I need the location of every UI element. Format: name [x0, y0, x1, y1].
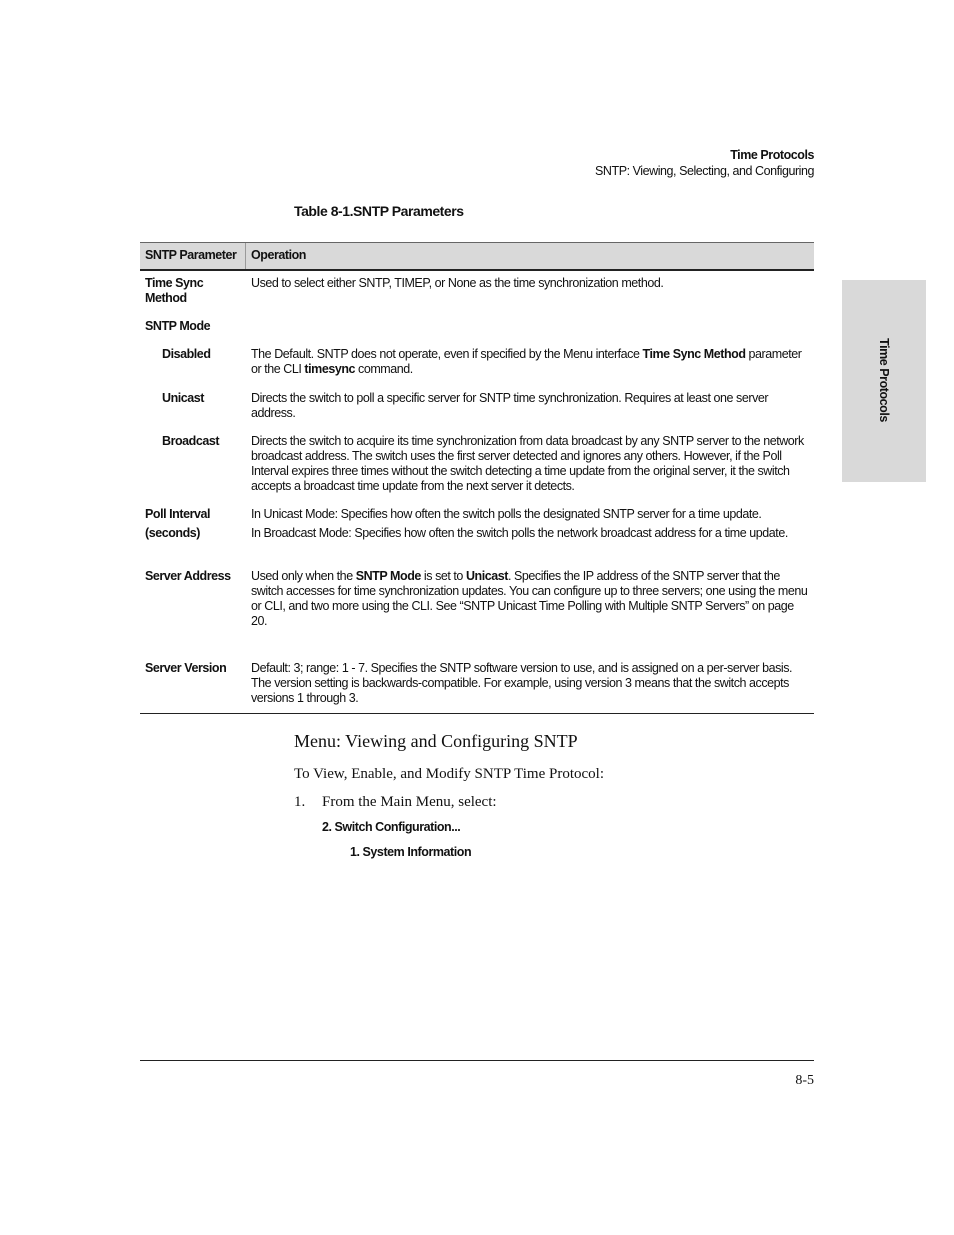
op-unicast: Directs the switch to poll a specific server for SNTP time synchronization. Requires at least one server address. [251, 391, 769, 420]
header-divider [245, 243, 246, 269]
page-number: 8-5 [795, 1073, 814, 1088]
param-server-address: Server Address [145, 569, 231, 583]
op-poll-interval [251, 507, 811, 545]
op-time-sync-method: Used to select either SNTP, TIMEP, or None as the time synchronization method. [251, 276, 664, 290]
param-disabled: Disabled [162, 347, 211, 361]
param-time-sync-method: Time Sync Method [145, 276, 204, 305]
sntp-parameters-table [140, 242, 814, 705]
op-poll-interval-unicast: In Unicast Mode: Specifies how often the switch polls the designated SNTP server for a time update. [251, 507, 762, 521]
footer-rule [140, 1060, 814, 1061]
op-broadcast: Directs the switch to acquire its time synchronization from data broadcast by any SNTP server to the network broadcast address. The switch uses the first server detected and ignores any others. However, if the Poll Interval expires three times without the switch detecting a time update from the original server, it the switch accepts a broadcast time update from the next server it detects. [251, 434, 804, 493]
menu-item-system-information: 1. System Information [350, 845, 472, 859]
side-tab-label: Time Protocols [877, 338, 891, 422]
param-unicast: Unicast [162, 391, 205, 405]
param-poll-interval [145, 507, 245, 541]
op-text: The Default. SNTP does not operate, even if specified by the Menu interface [251, 347, 643, 361]
param-poll-interval-line1: Poll Interval [145, 507, 211, 521]
param-server-version: Server Version [145, 661, 227, 675]
running-header-chapter: Time Protocols [730, 148, 814, 162]
running-header [595, 147, 814, 179]
chapter-side-tab [842, 280, 926, 482]
op-text: . Specifies the IP address of the SNTP server that the switch accesses for time synchronization updates. You can configure up to three servers; one using the menu or CLI, and two more using the CLI. See “SNTP Unicast Time Polling with Multiple SNTP Servers” on page 20. [251, 569, 808, 628]
step-number: 1. [294, 794, 306, 810]
step-text: From the Main Menu, select: [322, 794, 497, 810]
table-bottom-rule [140, 713, 814, 714]
param-broadcast: Broadcast [162, 434, 220, 448]
menu-item-switch-configuration: 2. Switch Configuration... [322, 820, 461, 834]
section-title: Menu: Viewing and Configuring SNTP [294, 731, 578, 751]
param-sntp-mode: SNTP Mode [145, 319, 211, 333]
table-caption: Table 8-1.SNTP Parameters [294, 203, 464, 219]
op-server-address [251, 569, 811, 629]
op-text: is set to [420, 569, 466, 583]
op-bold-term: Unicast [465, 569, 508, 583]
op-server-version: Default: 3; range: 1 - 7. Specifies the SNTP software version to use, and is assigned on a per-server basis. The version setting is backwards-compatible. For example, using version 3 means that the switch accepts versions 1 through 3. [251, 661, 793, 705]
step-1 [294, 794, 497, 811]
op-text: Used only when the [251, 569, 356, 583]
running-header-section: SNTP: Viewing, Selecting, and Configuring [595, 164, 814, 178]
op-text: command. [355, 362, 413, 376]
op-text: parameter or the CLI [251, 347, 802, 376]
op-disabled [251, 347, 811, 377]
op-bold-term: Time Sync Method [642, 347, 746, 361]
table-header-parameter: SNTP Parameter [145, 248, 237, 262]
op-poll-interval-broadcast: In Broadcast Mode: Specifies how often the switch polls the network broadcast address for a time update. [251, 526, 788, 540]
op-bold-term: SNTP Mode [355, 569, 421, 583]
section-intro: To View, Enable, and Modify SNTP Time Protocol: [294, 766, 604, 782]
op-bold-term: timesync [304, 362, 356, 376]
table-header-operation: Operation [251, 248, 306, 262]
table-header-row [140, 242, 814, 271]
param-poll-interval-line2: (seconds) [145, 526, 200, 540]
